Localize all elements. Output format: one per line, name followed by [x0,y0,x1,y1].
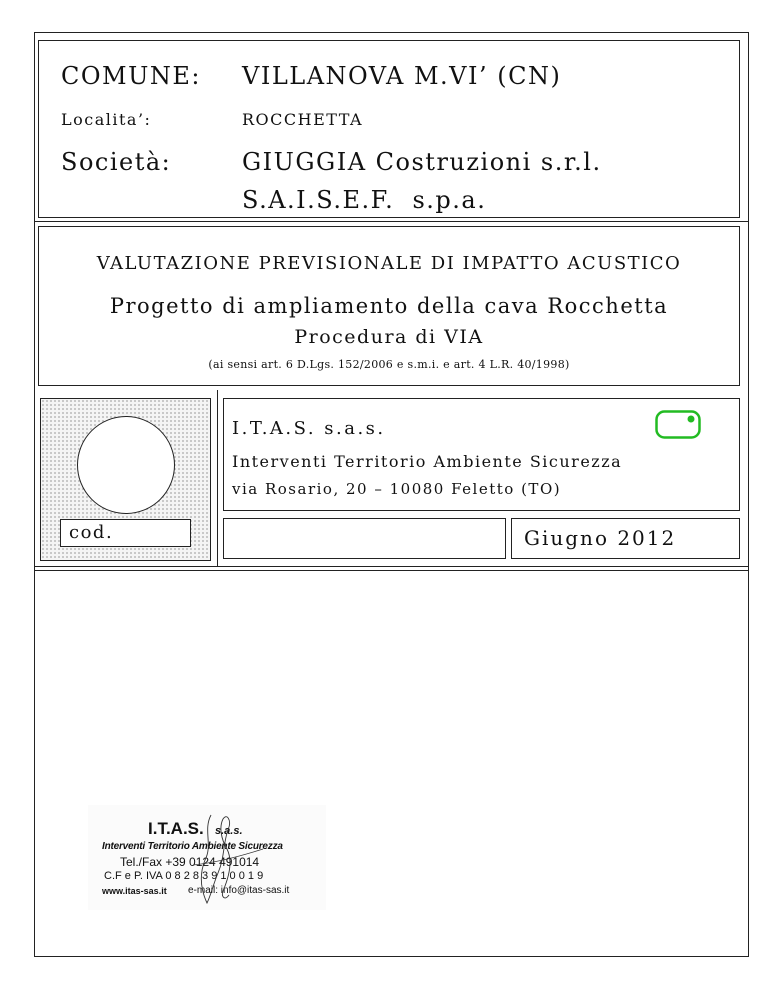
societa-value-1: GIUGGIA Costruzioni s.r.l. [242,148,602,176]
societa-value-2: S.A.I.S.E.F. s.p.a. [242,186,487,214]
cod-field [60,519,191,547]
localita-value: ROCCHETTA [242,110,364,129]
seal-box [40,398,211,561]
company-logo-icon [655,410,701,439]
company-name: I.T.A.S. s.a.s. [232,418,386,439]
title-box [38,226,740,386]
stamp-tagline: Interventi Territorio Ambiente Sicurezza [102,841,283,852]
localita-label: Localita’: [61,110,152,129]
title-line-4: (ai sensi art. 6 D.Lgs. 152/2006 e s.m.i. e art. 4 L.R. 40/1998) [208,358,570,371]
header-box [38,40,740,218]
stamp-email: e-mail: info@itas-sas.it [188,885,290,896]
separator-bottom-2 [34,570,749,571]
stamp-web: www.itas-sas.it [102,886,167,896]
comune-value: VILLANOVA M.VI’ (CN) [242,62,562,90]
stamp-name: I.T.A.S. [148,819,204,838]
company-stamp [88,805,326,910]
title-line-1: VALUTAZIONE PREVISIONALE DI IMPATTO ACUSTICO [96,253,682,274]
title-line-2: Progetto di ampliamento della cava Rocchetta [109,294,669,318]
stamp-phone: Tel./Fax +39 0124 491014 [120,855,260,869]
cod-label: cod. [69,522,114,543]
signature [183,805,273,910]
company-box [223,398,740,511]
blank-field [223,518,506,559]
date-text: Giugno 2012 [524,526,677,550]
separator-top [34,221,749,222]
title-line-3: Procedura di VIA [294,326,484,348]
company-tagline: Interventi Territorio Ambiente Sicurezza [232,452,623,471]
societa-label: Società: [61,148,172,176]
separator-vertical [217,390,218,567]
separator-bottom [34,566,749,567]
comune-label: COMUNE: [61,62,201,90]
date-box [511,518,740,559]
stamp-vat: C.F e P. IVA 0 8 2 8 3 9 1 0 0 1 9 [104,870,264,882]
seal-circle [77,416,175,514]
stamp-suffix: s.a.s. [215,825,243,837]
company-address: via Rosario, 20 – 10080 Feletto (TO) [232,480,562,498]
